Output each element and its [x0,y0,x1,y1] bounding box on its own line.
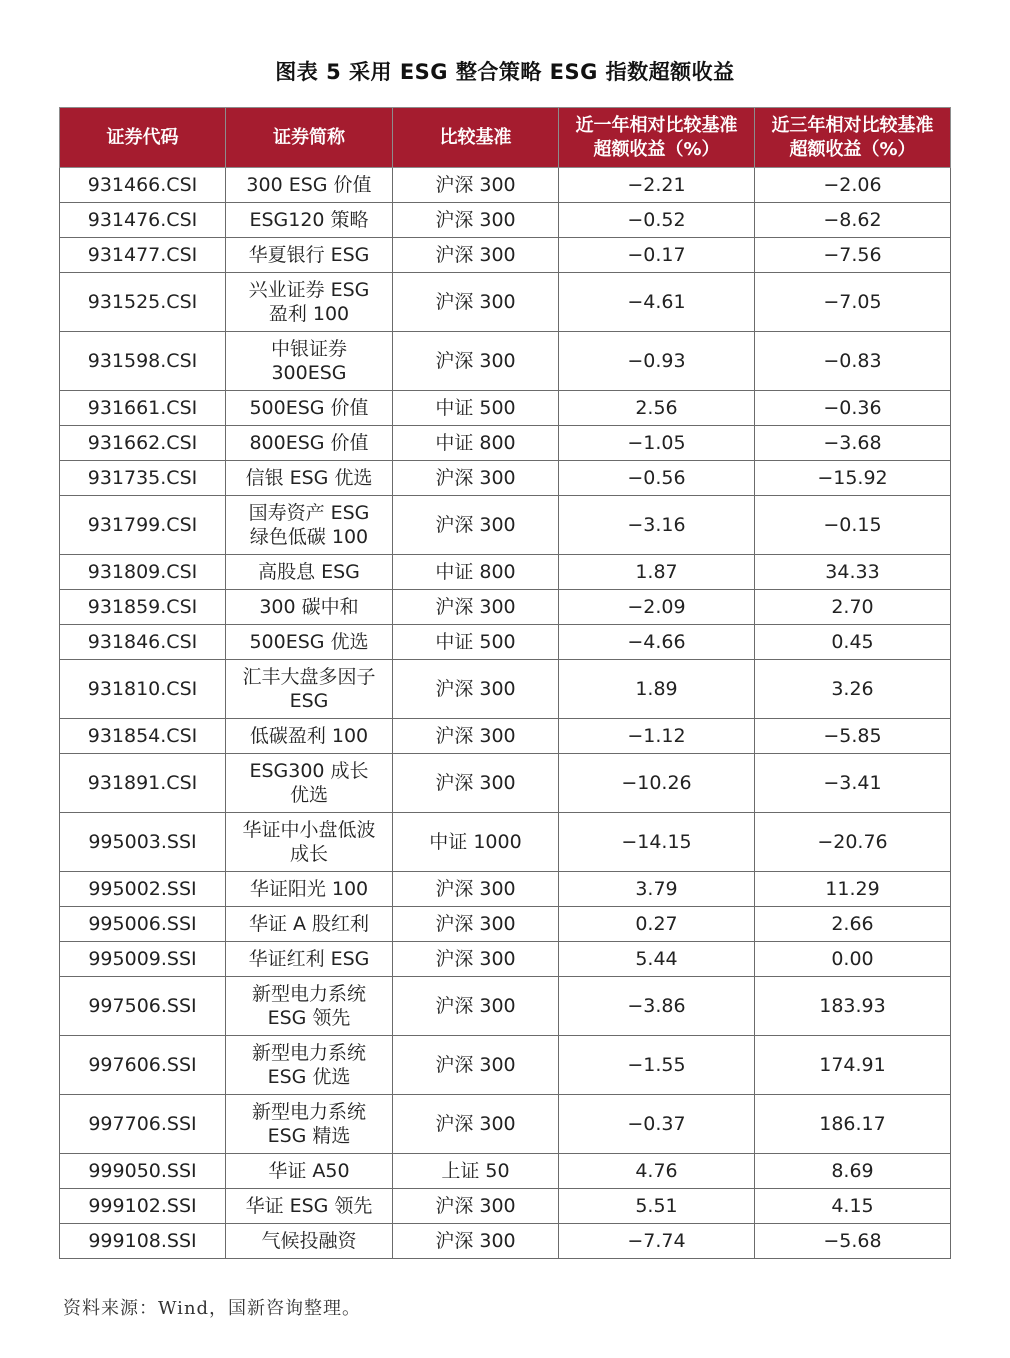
table-row [60,1189,951,1224]
cell-security-name [226,907,393,942]
cell-security-code: 931661.CSI [60,391,226,426]
cell-security-code: 931891.CSI [60,754,226,813]
cell-security-code: 931525.CSI [60,273,226,332]
cell-security-code: 931859.CSI [60,590,226,625]
cell-3y-excess-return: −0.83 [755,332,951,391]
cell-benchmark: 沪深 300 [393,872,559,907]
table-row [60,942,951,977]
cell-security-name [226,273,393,332]
cell-3y-excess-return: −8.62 [755,203,951,238]
cell-3y-excess-return: −15.92 [755,461,951,496]
cell-1y-excess-return: −10.26 [559,754,755,813]
cell-1y-excess-return: 1.87 [559,555,755,590]
cell-security-code: 931466.CSI [60,168,226,203]
table-row [60,660,951,719]
cell-security-name [226,872,393,907]
cell-3y-excess-return: −3.41 [755,754,951,813]
cell-1y-excess-return: −2.09 [559,590,755,625]
cell-3y-excess-return: −0.36 [755,391,951,426]
cell-benchmark: 沪深 300 [393,590,559,625]
cell-1y-excess-return: −4.61 [559,273,755,332]
cell-3y-excess-return: −3.68 [755,426,951,461]
cell-3y-excess-return: 174.91 [755,1036,951,1095]
header-label: 超额收益（%） [593,138,720,160]
cell-3y-excess-return: −2.06 [755,168,951,203]
security-name-line: 绿色低碳 100 [249,526,369,548]
cell-security-name [226,719,393,754]
cell-security-code: 995006.SSI [60,907,226,942]
cell-benchmark: 沪深 300 [393,1036,559,1095]
security-name-line: ESG300 成长 [249,760,369,782]
cell-security-name [226,555,393,590]
cell-1y-excess-return: 0.27 [559,907,755,942]
cell-benchmark: 沪深 300 [393,273,559,332]
cell-1y-excess-return: −3.16 [559,496,755,555]
table-row [60,203,951,238]
cell-benchmark: 中证 800 [393,555,559,590]
cell-3y-excess-return: −0.15 [755,496,951,555]
table-row [60,496,951,555]
cell-benchmark: 上证 50 [393,1154,559,1189]
cell-security-code: 931799.CSI [60,496,226,555]
header-row [60,108,951,168]
cell-benchmark: 沪深 300 [393,332,559,391]
cell-security-code: 999108.SSI [60,1224,226,1259]
cell-security-code: 931854.CSI [60,719,226,754]
figure-title: 图表 5 采用 ESG 整合策略 ESG 指数超额收益 [275,60,735,84]
header-label: 近一年相对比较基准 [575,114,738,136]
security-name-line: ESG120 策略 [249,209,369,231]
cell-security-code: 931598.CSI [60,332,226,391]
cell-3y-excess-return: −20.76 [755,813,951,872]
cell-3y-excess-return: 2.66 [755,907,951,942]
cell-1y-excess-return: −14.15 [559,813,755,872]
cell-security-name [226,426,393,461]
security-name-line: 华证红利 ESG [248,948,370,970]
security-name-line: 500ESG 价值 [249,397,369,419]
cell-security-name [226,168,393,203]
security-name-line: 成长 [289,843,328,865]
security-name-line: ESG [289,690,329,712]
cell-security-name [226,203,393,238]
header-label: 超额收益（%） [789,138,916,160]
cell-security-code: 999102.SSI [60,1189,226,1224]
cell-benchmark: 沪深 300 [393,942,559,977]
cell-1y-excess-return: −4.66 [559,625,755,660]
cell-1y-excess-return: −0.37 [559,1095,755,1154]
security-name-line: 800ESG 价值 [249,432,369,454]
table-row [60,461,951,496]
cell-1y-excess-return: −0.17 [559,238,755,273]
cell-security-name [226,754,393,813]
cell-1y-excess-return: 5.51 [559,1189,755,1224]
cell-benchmark: 沪深 300 [393,977,559,1036]
security-name-line: 新型电力系统 [251,1042,366,1064]
table-row [60,907,951,942]
header-benchmark [393,108,559,168]
cell-security-code: 931662.CSI [60,426,226,461]
cell-3y-excess-return: 11.29 [755,872,951,907]
table-row [60,872,951,907]
table-row [60,1154,951,1189]
cell-benchmark: 沪深 300 [393,660,559,719]
cell-security-code: 931846.CSI [60,625,226,660]
cell-1y-excess-return: −0.93 [559,332,755,391]
cell-benchmark: 中证 800 [393,426,559,461]
cell-3y-excess-return: 4.15 [755,1189,951,1224]
cell-1y-excess-return: −7.74 [559,1224,755,1259]
cell-security-name [226,496,393,555]
cell-benchmark: 沪深 300 [393,1224,559,1259]
security-name-line: 华证 A50 [268,1160,350,1182]
table-row [60,1095,951,1154]
security-name-line: 300 碳中和 [259,596,359,618]
cell-security-name [226,977,393,1036]
cell-security-name [226,238,393,273]
cell-security-code: 997706.SSI [60,1095,226,1154]
table-row [60,625,951,660]
table-row [60,332,951,391]
cell-security-code: 995002.SSI [60,872,226,907]
cell-security-name [226,660,393,719]
security-name-line: 华证 ESG 领先 [245,1195,373,1217]
source-note: 资料来源：Wind，国新咨询整理。 [63,1298,362,1319]
header-label: 比较基准 [439,126,512,148]
cell-benchmark: 沪深 300 [393,1095,559,1154]
cell-security-code: 995003.SSI [60,813,226,872]
cell-security-code: 999050.SSI [60,1154,226,1189]
header-security-name [226,108,393,168]
table-row [60,754,951,813]
cell-security-name [226,1036,393,1095]
cell-security-code: 997506.SSI [60,977,226,1036]
cell-security-name [226,813,393,872]
security-name-line: 兴业证券 ESG [248,279,370,301]
security-name-line: 气候投融资 [261,1230,357,1252]
cell-1y-excess-return: 1.89 [559,660,755,719]
security-name-line: 国寿资产 ESG [248,502,370,524]
table-row [60,719,951,754]
cell-security-name [226,461,393,496]
cell-1y-excess-return: −3.86 [559,977,755,1036]
table-row [60,813,951,872]
cell-benchmark: 沪深 300 [393,907,559,942]
security-name-line: 300 ESG 价值 [246,174,372,196]
security-name-line: 新型电力系统 [251,983,366,1005]
cell-benchmark: 沪深 300 [393,168,559,203]
cell-3y-excess-return: 0.45 [755,625,951,660]
header-3y-excess-return [755,108,951,168]
table-row [60,238,951,273]
security-name-line: 高股息 ESG [258,561,360,583]
cell-1y-excess-return: −2.21 [559,168,755,203]
cell-3y-excess-return: 0.00 [755,942,951,977]
cell-1y-excess-return: −1.12 [559,719,755,754]
header-security-code [60,108,226,168]
security-name-line: 500ESG 优选 [249,631,369,653]
security-name-line: 新型电力系统 [251,1101,366,1123]
header-label: 近三年相对比较基准 [771,114,934,136]
cell-security-code: 995009.SSI [60,942,226,977]
security-name-line: ESG 领先 [267,1007,351,1029]
cell-3y-excess-return: 2.70 [755,590,951,625]
header-label: 证券简称 [273,126,345,148]
cell-3y-excess-return: 3.26 [755,660,951,719]
cell-3y-excess-return: 186.17 [755,1095,951,1154]
cell-security-name [226,1095,393,1154]
cell-security-name [226,391,393,426]
cell-security-code: 931809.CSI [60,555,226,590]
cell-security-name [226,1154,393,1189]
cell-benchmark: 沪深 300 [393,719,559,754]
cell-security-code: 931477.CSI [60,238,226,273]
table-header [60,108,951,168]
cell-1y-excess-return: −0.56 [559,461,755,496]
cell-security-code: 997606.SSI [60,1036,226,1095]
cell-3y-excess-return: −5.85 [755,719,951,754]
cell-1y-excess-return: 5.44 [559,942,755,977]
table-row [60,168,951,203]
header-label: 证券代码 [106,126,179,148]
cell-security-name [226,1189,393,1224]
cell-benchmark: 沪深 300 [393,1189,559,1224]
cell-benchmark: 沪深 300 [393,203,559,238]
cell-benchmark: 中证 1000 [393,813,559,872]
table-row [60,391,951,426]
cell-security-name [226,625,393,660]
cell-security-name [226,942,393,977]
security-name-line: 华夏银行 ESG [248,244,370,266]
cell-security-code: 931735.CSI [60,461,226,496]
cell-security-name [226,332,393,391]
header-1y-excess-return [559,108,755,168]
security-name-line: 优选 [289,784,328,806]
cell-1y-excess-return: 4.76 [559,1154,755,1189]
security-name-line: 低碳盈利 100 [249,725,369,747]
cell-1y-excess-return: −1.55 [559,1036,755,1095]
security-name-line: 信银 ESG 优选 [245,467,373,489]
cell-benchmark: 沪深 300 [393,754,559,813]
security-name-line: 华证阳光 100 [249,878,369,900]
security-name-line: 盈利 100 [268,303,350,325]
cell-3y-excess-return: −7.05 [755,273,951,332]
cell-benchmark: 中证 500 [393,391,559,426]
table-row [60,555,951,590]
cell-benchmark: 中证 500 [393,625,559,660]
security-name-line: 华证中小盘低波 [242,819,376,841]
cell-security-name [226,1224,393,1259]
table-row [60,1224,951,1259]
table-body [60,168,951,1259]
cell-1y-excess-return: −1.05 [559,426,755,461]
cell-1y-excess-return: 3.79 [559,872,755,907]
security-name-line: 中银证券 [270,338,347,360]
table-row [60,977,951,1036]
security-name-line: ESG 优选 [267,1066,351,1088]
cell-security-code: 931476.CSI [60,203,226,238]
table-row [60,426,951,461]
cell-benchmark: 沪深 300 [393,496,559,555]
cell-3y-excess-return: 34.33 [755,555,951,590]
cell-3y-excess-return: 183.93 [755,977,951,1036]
security-name-line: 300ESG [271,362,347,384]
table-row [60,1036,951,1095]
cell-3y-excess-return: −7.56 [755,238,951,273]
cell-3y-excess-return: −5.68 [755,1224,951,1259]
cell-3y-excess-return: 8.69 [755,1154,951,1189]
cell-security-code: 931810.CSI [60,660,226,719]
cell-benchmark: 沪深 300 [393,461,559,496]
security-name-line: 华证 A 股红利 [248,913,370,935]
cell-1y-excess-return: −0.52 [559,203,755,238]
table-row [60,273,951,332]
security-name-line: 汇丰大盘多因子 [242,666,376,688]
security-name-line: ESG 精选 [267,1125,351,1147]
table-row [60,590,951,625]
cell-benchmark: 沪深 300 [393,238,559,273]
excess-return-table [59,107,951,1259]
cell-security-name [226,590,393,625]
cell-1y-excess-return: 2.56 [559,391,755,426]
